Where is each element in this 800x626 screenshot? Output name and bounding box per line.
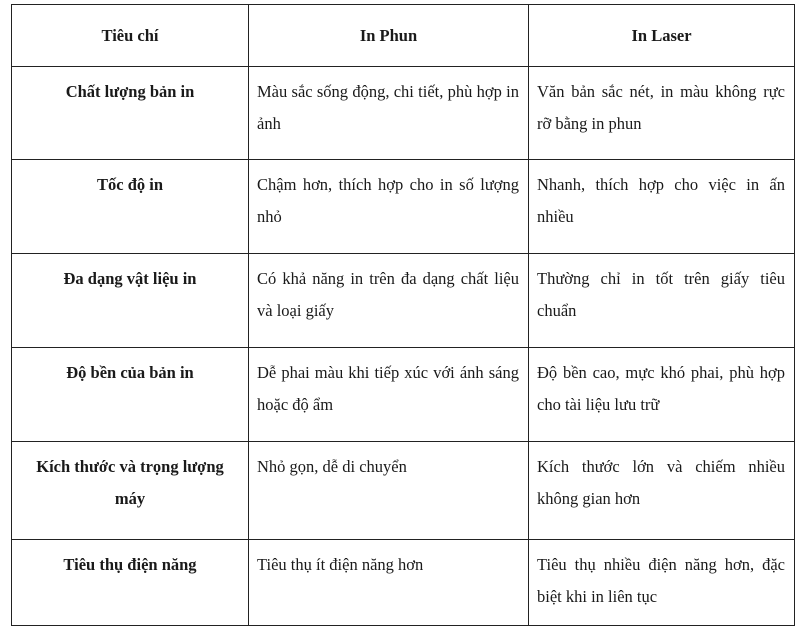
inkjet-cell: Dễ phai màu khi tiếp xúc với ánh sáng hoặc độ ẩm bbox=[249, 348, 529, 442]
table-row bbox=[12, 442, 795, 540]
table-row bbox=[12, 160, 795, 254]
criterion-cell: Tốc độ in bbox=[12, 160, 249, 254]
table-row bbox=[12, 348, 795, 442]
inkjet-cell: Có khả năng in trên đa dạng chất liệu và loại giấy bbox=[249, 254, 529, 348]
inkjet-cell: Tiêu thụ ít điện năng hơn bbox=[249, 540, 529, 626]
criterion-cell: Tiêu thụ điện năng bbox=[12, 540, 249, 626]
table-row bbox=[12, 540, 795, 626]
comparison-table bbox=[11, 4, 795, 626]
table-header bbox=[12, 5, 795, 67]
table-row bbox=[12, 254, 795, 348]
header-laser: In Laser bbox=[529, 5, 795, 67]
laser-cell: Thường chỉ in tốt trên giấy tiêu chuẩn bbox=[529, 254, 795, 348]
inkjet-cell: Màu sắc sống động, chi tiết, phù hợp in ảnh bbox=[249, 67, 529, 160]
criterion-cell: Chất lượng bản in bbox=[12, 67, 249, 160]
table-row bbox=[12, 67, 795, 160]
header-criterion: Tiêu chí bbox=[12, 5, 249, 67]
laser-cell: Tiêu thụ nhiều điện năng hơn, đặc biệt khi in liên tục bbox=[529, 540, 795, 626]
laser-cell: Độ bền cao, mực khó phai, phù hợp cho tài liệu lưu trữ bbox=[529, 348, 795, 442]
inkjet-cell: Nhỏ gọn, dễ di chuyển bbox=[249, 442, 529, 540]
laser-cell: Nhanh, thích hợp cho việc in ấn nhiều bbox=[529, 160, 795, 254]
laser-cell: Kích thước lớn và chiếm nhiều không gian hơn bbox=[529, 442, 795, 540]
header-row bbox=[12, 5, 795, 67]
inkjet-cell: Chậm hơn, thích hợp cho in số lượng nhỏ bbox=[249, 160, 529, 254]
criterion-cell: Độ bền của bản in bbox=[12, 348, 249, 442]
laser-cell: Văn bản sắc nét, in màu không rực rỡ bằng in phun bbox=[529, 67, 795, 160]
criterion-cell: Đa dạng vật liệu in bbox=[12, 254, 249, 348]
table-body bbox=[12, 67, 795, 626]
header-inkjet: In Phun bbox=[249, 5, 529, 67]
criterion-cell: Kích thước và trọng lượng máy bbox=[12, 442, 249, 540]
